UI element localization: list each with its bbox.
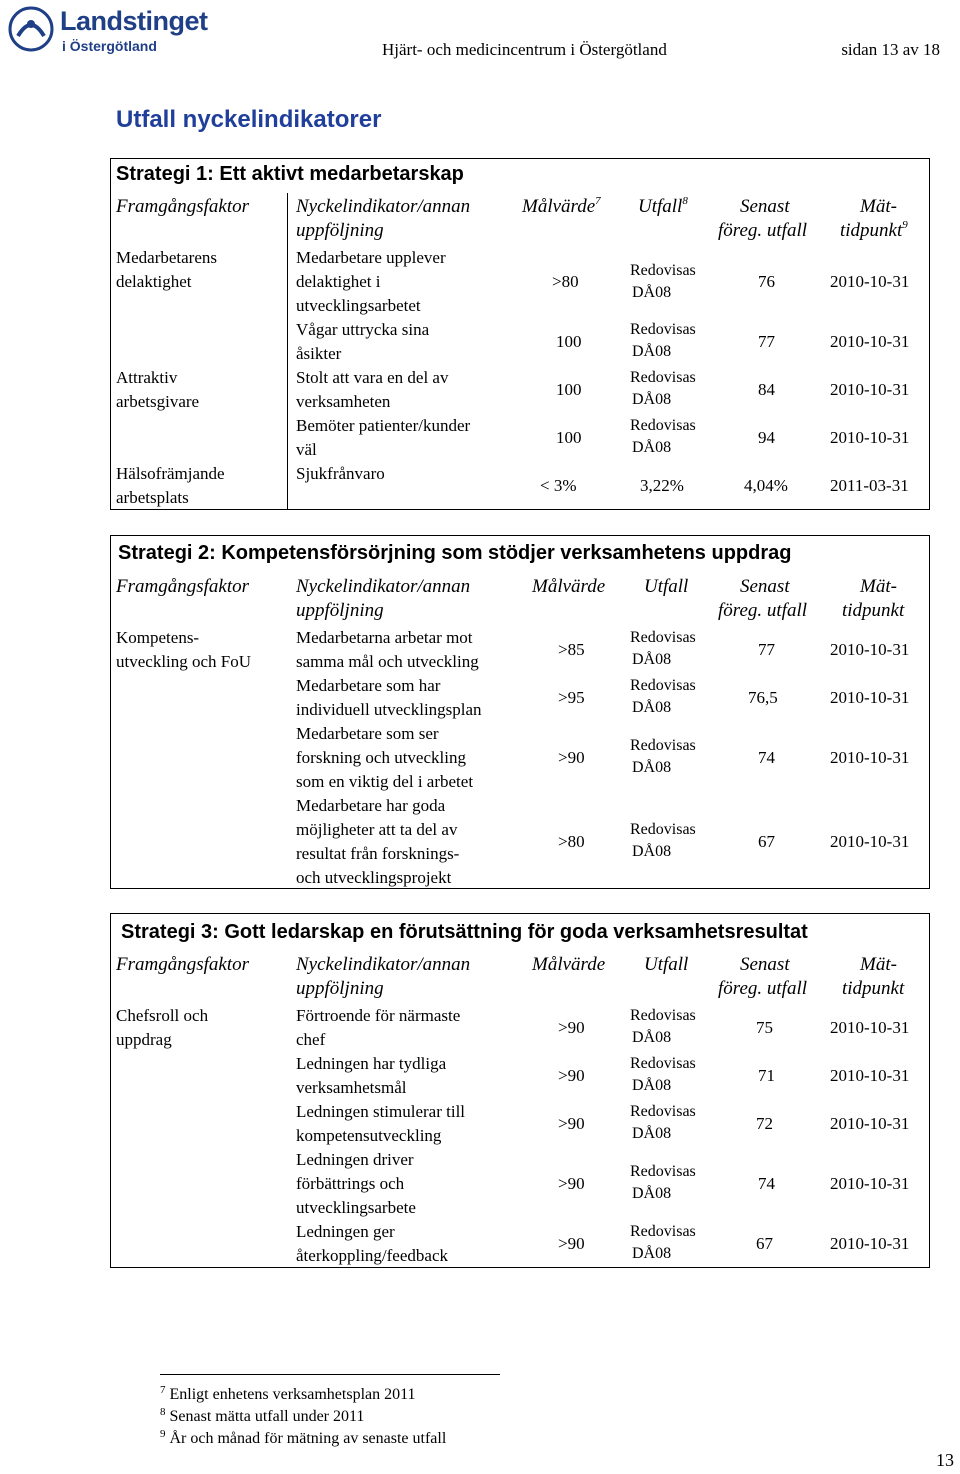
indicator-text: delaktighet i <box>296 272 381 291</box>
indicator-text: Stolt att vara en del av <box>296 368 449 387</box>
time-value: 2010-10-31 <box>830 380 910 399</box>
indicator-text: Ledningen har tydliga <box>296 1054 447 1073</box>
indicator-text: Medarbetare som ser <box>296 724 439 743</box>
indicator-text: verksamhetsmål <box>296 1078 407 1097</box>
time-value: 2010-10-31 <box>830 1114 910 1133</box>
target-value: >80 <box>558 832 585 851</box>
header-time: Mät- <box>860 954 897 975</box>
strategy3-title: Strategi 3: Gott ledarskap en förutsättning för goda verksamhetsresultat <box>121 921 808 943</box>
header-outcome: Utfall$^8$ <box>638 195 688 217</box>
prev-value: 94 <box>758 428 775 447</box>
header-time-2: tidpunkt <box>842 600 905 621</box>
factor-2-b: arbetsgivare <box>116 392 200 411</box>
target-value: >90 <box>558 1018 585 1037</box>
indicator-text: och utvecklingsprojekt <box>296 868 452 887</box>
indicator-text: utvecklingsarbetet <box>296 296 421 315</box>
time-value: 2010-10-31 <box>830 640 910 659</box>
indicator-text: som en viktig del i arbetet <box>296 772 474 791</box>
footnote: $^9$ År och månad för mätning av senaste utfall <box>160 1428 447 1447</box>
footnote: $^8$ Senast mätta utfall under 2011 <box>160 1406 365 1425</box>
header-prev: Senast <box>740 576 790 597</box>
indicator-text: Ledningen driver <box>296 1150 414 1169</box>
target-value: >85 <box>558 640 585 659</box>
landsting-logo-icon <box>8 6 54 52</box>
logo-text: Landstinget <box>60 6 208 36</box>
outcome-value-b: DÅ08 <box>632 1029 672 1046</box>
target-value: 100 <box>556 380 582 399</box>
page-number: 13 <box>936 1450 954 1470</box>
header-prev: Senast <box>740 196 790 217</box>
prev-value: 4,04% <box>744 476 788 495</box>
outcome-value: 3,22% <box>640 476 684 495</box>
outcome-value: Redovisas <box>630 1103 696 1120</box>
outcome-value-b: DÅ08 <box>632 1077 672 1094</box>
logo <box>8 4 248 56</box>
indicator-text: forskning och utveckling <box>296 748 466 767</box>
outcome-value: Redovisas <box>630 737 696 754</box>
target-value: < 3% <box>540 476 577 495</box>
header-time-2: tidpunkt <box>842 978 905 999</box>
outcome-value-b: DÅ08 <box>632 284 672 301</box>
outcome-value-b: DÅ08 <box>632 1245 672 1262</box>
outcome-value-b: DÅ08 <box>632 343 672 360</box>
outcome-value: Redovisas <box>630 321 696 338</box>
footnote: $^7$ Enligt enhetens verksamhetsplan 2011 <box>160 1384 416 1403</box>
indicator-text: kompetensutveckling <box>296 1126 442 1145</box>
page-heading: Utfall nyckelindikatorer <box>116 106 382 133</box>
outcome-value-b: DÅ08 <box>632 391 672 408</box>
indicator-text: Sjukfrånvaro <box>296 464 385 483</box>
target-value: >80 <box>552 272 579 291</box>
header-target: Målvärde <box>532 576 606 597</box>
time-value: 2010-10-31 <box>830 1066 910 1085</box>
prev-value: 74 <box>758 1174 775 1193</box>
outcome-value-b: DÅ08 <box>632 1185 672 1202</box>
indicator-text: utvecklingsarbete <box>296 1198 416 1217</box>
indicator-text: Ledningen stimulerar till <box>296 1102 466 1121</box>
prev-value: 74 <box>758 748 775 767</box>
factor-3-b: arbetsplats <box>116 488 189 507</box>
target-value: >90 <box>558 1234 585 1253</box>
factor-3: Hälsofrämjande <box>116 464 225 483</box>
strategy2-title: Strategi 2: Kompetensförsörjning som stödjer verksamhetens uppdrag <box>118 542 792 564</box>
header-factor: Framgångsfaktor <box>116 196 249 217</box>
header-prev-2: föreg. utfall <box>718 978 808 999</box>
header-page: sidan 13 av 18 <box>841 40 940 59</box>
indicator-text: Medarbetare som har <box>296 676 441 695</box>
indicator-text: Medarbetare har goda <box>296 796 446 815</box>
prev-value: 67 <box>756 1234 773 1253</box>
indicator-text: Vågar uttrycka sina <box>296 320 430 339</box>
indicator-text: Ledningen ger <box>296 1222 395 1241</box>
indicator-text: väl <box>296 440 317 459</box>
logo-subtext: i Östergötland <box>62 38 157 54</box>
outcome-value-b: DÅ08 <box>632 1125 672 1142</box>
indicator-text: Förtroende för närmaste <box>296 1006 461 1025</box>
time-value: 2010-10-31 <box>830 332 910 351</box>
strategy1-title: Strategi 1: Ett aktivt medarbetarskap <box>116 163 464 185</box>
outcome-value-b: DÅ08 <box>632 651 672 668</box>
time-value: 2010-10-31 <box>830 428 910 447</box>
prev-value: 75 <box>756 1018 773 1037</box>
indicator-text: samma mål och utveckling <box>296 652 479 671</box>
outcome-value: Redovisas <box>630 1007 696 1024</box>
prev-value: 76,5 <box>748 688 778 707</box>
prev-value: 72 <box>756 1114 773 1133</box>
indicator-text: resultat från forsknings- <box>296 844 460 863</box>
outcome-value: Redovisas <box>630 677 696 694</box>
indicator-text: möjligheter att ta del av <box>296 820 458 839</box>
indicator-text: verksamheten <box>296 392 391 411</box>
factor-1: Kompetens- <box>116 628 200 647</box>
time-value: 2010-10-31 <box>830 688 910 707</box>
prev-value: 84 <box>758 380 775 399</box>
factor-1-b: uppdrag <box>116 1030 172 1049</box>
target-value: 100 <box>556 332 582 351</box>
header-factor: Framgångsfaktor <box>116 954 249 975</box>
indicator-text: Medarbetarna arbetar mot <box>296 628 473 647</box>
outcome-value: Redovisas <box>630 369 696 386</box>
header-indicator: Nyckelindikator/annan <box>296 196 471 217</box>
header-target: Målvärde <box>532 954 606 975</box>
outcome-value: Redovisas <box>630 1163 696 1180</box>
footnote-separator <box>160 1374 500 1375</box>
header-indicator: Nyckelindikator/annan <box>296 576 471 597</box>
header-time: Mät- <box>860 576 897 597</box>
indicator-text: chef <box>296 1030 326 1049</box>
header-outcome: Utfall <box>644 576 689 597</box>
header-indicator-2: uppföljning <box>296 978 384 999</box>
factor-1: Medarbetarens <box>116 248 218 267</box>
prev-value: 76 <box>758 272 775 291</box>
target-value: >90 <box>558 1174 585 1193</box>
factor-1-b: delaktighet <box>116 272 192 291</box>
outcome-value-b: DÅ08 <box>632 759 672 776</box>
time-value: 2010-10-31 <box>830 272 910 291</box>
time-value: 2010-10-31 <box>830 1234 910 1253</box>
header-indicator-2: uppföljning <box>296 220 384 241</box>
header-indicator: Nyckelindikator/annan <box>296 954 471 975</box>
outcome-value: Redovisas <box>630 821 696 838</box>
time-value: 2010-10-31 <box>830 1018 910 1037</box>
outcome-value-b: DÅ08 <box>632 843 672 860</box>
time-value: 2010-10-31 <box>830 1174 910 1193</box>
outcome-value: Redovisas <box>630 1055 696 1072</box>
factor-1: Chefsroll och <box>116 1006 209 1025</box>
header-target: Målvärde$^7$ <box>522 195 601 217</box>
indicator-text: förbättrings och <box>296 1174 405 1193</box>
indicator-text: Medarbetare upplever <box>296 248 446 267</box>
prev-value: 77 <box>758 640 775 659</box>
outcome-value: Redovisas <box>630 1223 696 1240</box>
indicator-text: Bemöter patienter/kunder <box>296 416 471 435</box>
header-outcome: Utfall <box>644 954 689 975</box>
divider <box>287 193 288 510</box>
header-title: Hjärt- och medicincentrum i Östergötland <box>382 40 667 59</box>
indicator-text: åsikter <box>296 344 342 363</box>
time-value: 2010-10-31 <box>830 832 910 851</box>
prev-value: 67 <box>758 832 775 851</box>
header-time-2: tidpunkt$^9$ <box>840 219 908 241</box>
factor-2: Attraktiv <box>116 368 178 387</box>
prev-value: 71 <box>758 1066 775 1085</box>
outcome-value-b: DÅ08 <box>632 699 672 716</box>
header-factor: Framgångsfaktor <box>116 576 249 597</box>
target-value: >90 <box>558 748 585 767</box>
time-value: 2010-10-31 <box>830 748 910 767</box>
prev-value: 77 <box>758 332 775 351</box>
time-value: 2011-03-31 <box>830 476 909 495</box>
target-value: 100 <box>556 428 582 447</box>
outcome-value: Redovisas <box>630 629 696 646</box>
header-prev-2: föreg. utfall <box>718 600 808 621</box>
indicator-text: återkoppling/feedback <box>296 1246 448 1265</box>
header-prev-2: föreg. utfall <box>718 220 808 241</box>
header-indicator-2: uppföljning <box>296 600 384 621</box>
outcome-value: Redovisas <box>630 262 696 279</box>
outcome-value-b: DÅ08 <box>632 439 672 456</box>
indicator-text: individuell utvecklingsplan <box>296 700 482 719</box>
header-prev: Senast <box>740 954 790 975</box>
factor-1-b: utveckling och FoU <box>116 652 252 671</box>
target-value: >90 <box>558 1114 585 1133</box>
target-value: >90 <box>558 1066 585 1085</box>
outcome-value: Redovisas <box>630 417 696 434</box>
header-time: Mät- <box>860 196 897 217</box>
target-value: >95 <box>558 688 585 707</box>
